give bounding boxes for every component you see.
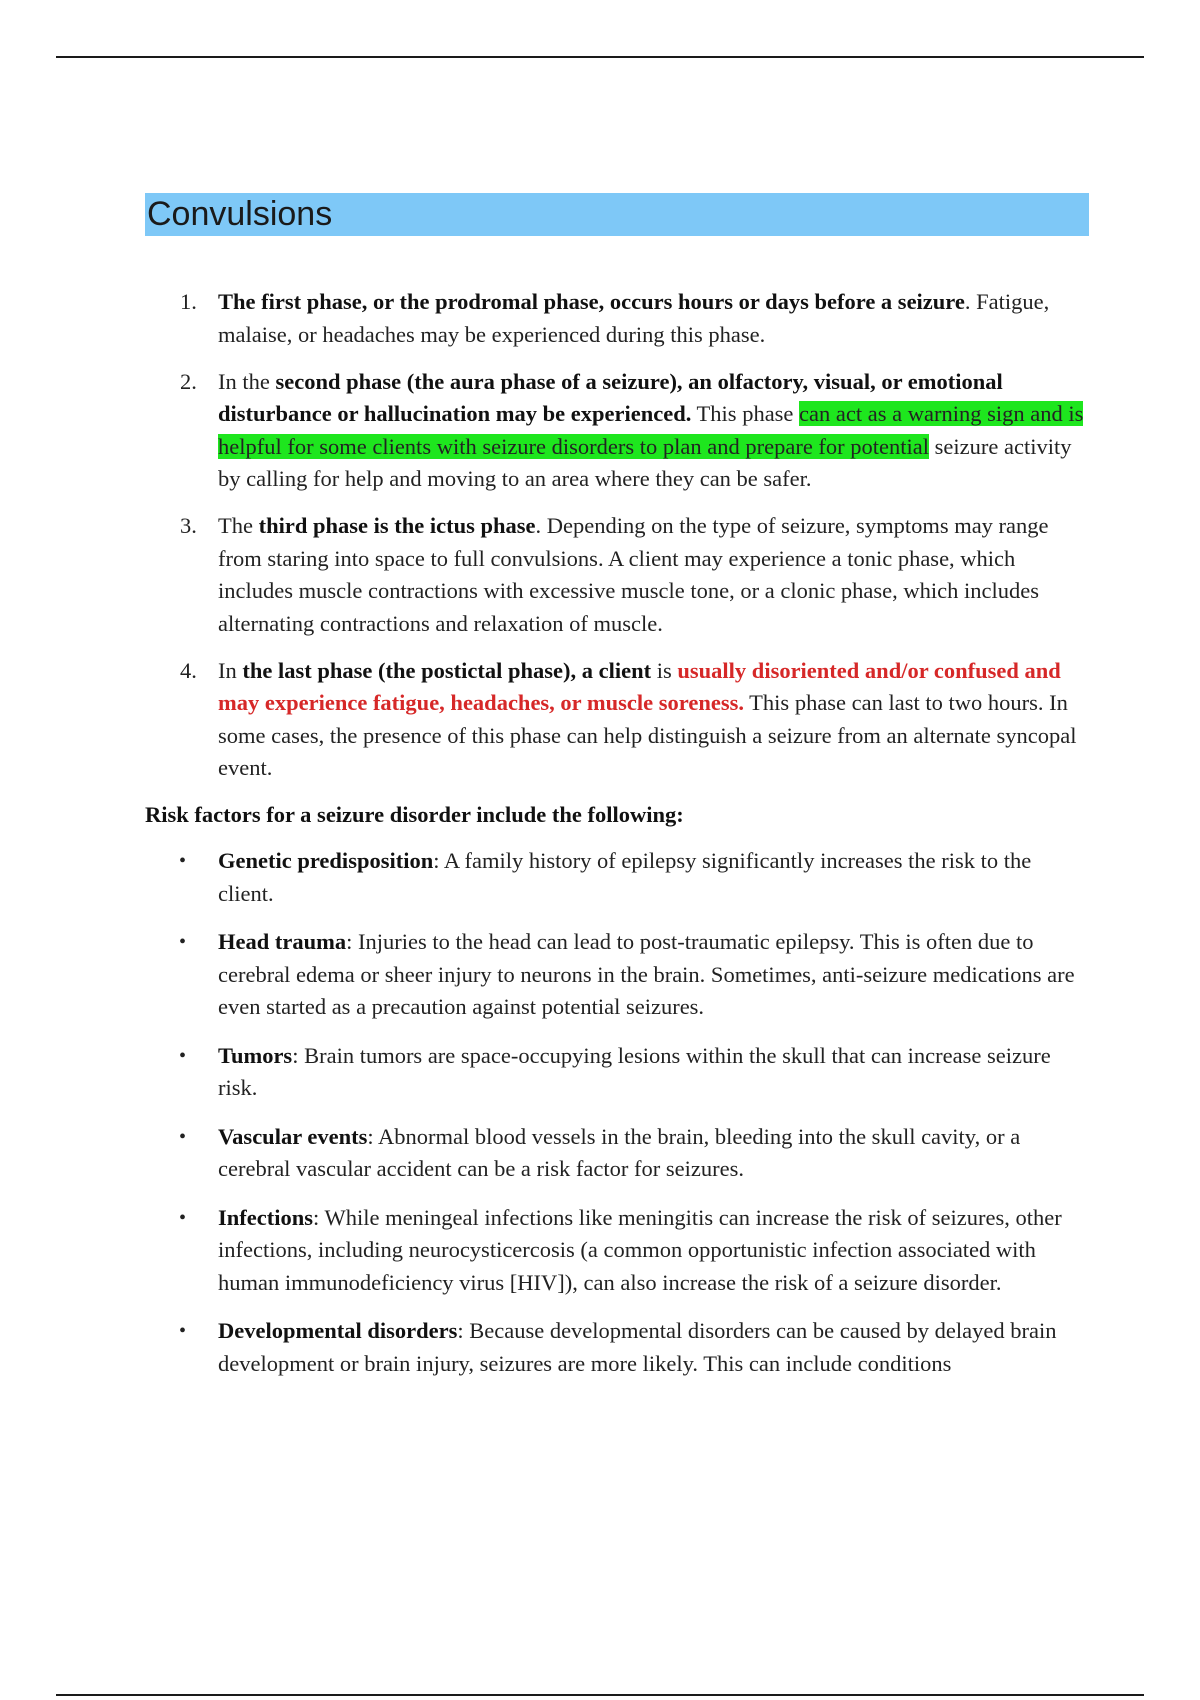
risk-term: Infections	[218, 1204, 313, 1230]
highlighted-text: can act as a warning sign and is helpful for some clients with seizure disorders to plan and prepare for potential	[218, 401, 1084, 459]
bullet-icon: •	[179, 931, 187, 953]
risk-item-tumors	[145, 1040, 1089, 1105]
seizure-phases-list	[145, 286, 1089, 785]
top-rule	[56, 56, 1144, 58]
phase-text: is	[651, 657, 678, 683]
phase-text: seizure activity by calling for help and moving to an area where they can be safer.	[218, 433, 1072, 491]
risk-item-genetic	[145, 845, 1089, 910]
list-number: 3.	[180, 513, 197, 538]
phase-text: . Fatigue, malaise, or headaches may be experienced during this phase.	[218, 289, 1050, 347]
emphasis-red-text: usually disoriented and/or confused and may experience fatigue, headaches, or muscle soreness.	[218, 657, 1061, 715]
risk-text: : Because developmental disorders can be caused by delayed brain development or brain injury, seizures are more likely. This can include conditions	[218, 1318, 1057, 1376]
bullet-icon: •	[179, 1125, 187, 1148]
risk-term: Vascular events	[218, 1123, 368, 1149]
risk-text: : A family history of epilepsy significantly increases the risk to the client.	[218, 848, 1032, 906]
list-number: 4.	[180, 657, 197, 683]
phase-text: The	[218, 513, 259, 538]
phase-item-4	[145, 655, 1089, 785]
phase-bold-text: the last phase (the postictal phase), a client	[242, 657, 652, 683]
risk-term: Head trauma	[218, 929, 347, 954]
risk-item-infections	[145, 1202, 1089, 1300]
risk-factors-heading: Risk factors for a seizure disorder include the following:	[145, 802, 684, 827]
phase-text: This phase can last to two hours. In some cases, the presence of this phase can help distinguish a seizure from an alternate syncopal event.	[218, 690, 1077, 780]
bottom-rule	[56, 1694, 1144, 1696]
list-number: 1.	[180, 289, 197, 314]
phase-text: In the	[218, 368, 276, 394]
phase-bold-text: second phase (the aura phase of a seizure), an olfactory, visual, or emotional disturbance or hallucination may be experienced.	[218, 368, 1003, 426]
risk-term: Tumors	[218, 1042, 293, 1068]
phase-item-3	[145, 510, 1089, 640]
bullet-icon: •	[179, 1206, 187, 1229]
phase-text: In	[218, 657, 243, 683]
risk-text: : Abnormal blood vessels in the brain, bleeding into the skull cavity, or a cerebral vascular accident can be a risk factor for seizures.	[218, 1123, 1021, 1181]
phase-bold-text: The first phase, or the prodromal phase, occurs hours or days before a seizure	[218, 289, 965, 314]
risk-text: : Brain tumors are space-occupying lesions within the skull that can increase seizure risk.	[218, 1042, 1051, 1100]
bullet-icon: •	[179, 850, 187, 872]
page-title: Convulsions	[145, 193, 1089, 236]
risk-term: Genetic predisposition	[218, 848, 434, 873]
risk-factors-list	[145, 845, 1089, 1380]
list-number: 2.	[180, 368, 197, 394]
phase-bold-text: third phase is the ictus phase	[258, 513, 536, 538]
risk-item-developmental	[145, 1315, 1089, 1380]
document-page	[145, 193, 1089, 1396]
phase-item-2	[145, 366, 1089, 496]
phase-text: This phase	[691, 401, 800, 426]
risk-text: : While meningeal infections like meningitis can increase the risk of seizures, other infections, including neurocysticercosis (a common opportunistic infection associated with human immunodeficiency virus [HIV]), can also increase the risk of a seizure disorder.	[218, 1204, 1062, 1295]
risk-text: : Injuries to the head can lead to post-traumatic epilepsy. This is often due to cerebral edema or sheer injury to neurons in the brain. Sometimes, anti-seizure medications are even started as a precaution against potential seizures.	[218, 929, 1075, 1019]
phase-item-1	[145, 286, 1089, 351]
risk-term: Developmental disorders	[218, 1318, 458, 1343]
bullet-icon: •	[179, 1044, 187, 1067]
risk-item-vascular	[145, 1121, 1089, 1186]
risk-item-head-trauma	[145, 926, 1089, 1024]
bullet-icon: •	[179, 1320, 187, 1342]
phase-text: . Depending on the type of seizure, symptoms may range from staring into space to full convulsions. A client may experience a tonic phase, which includes muscle contractions with excessive muscle tone, or a clonic phase, which includes alternating contractions and relaxation of muscle.	[218, 513, 1049, 636]
